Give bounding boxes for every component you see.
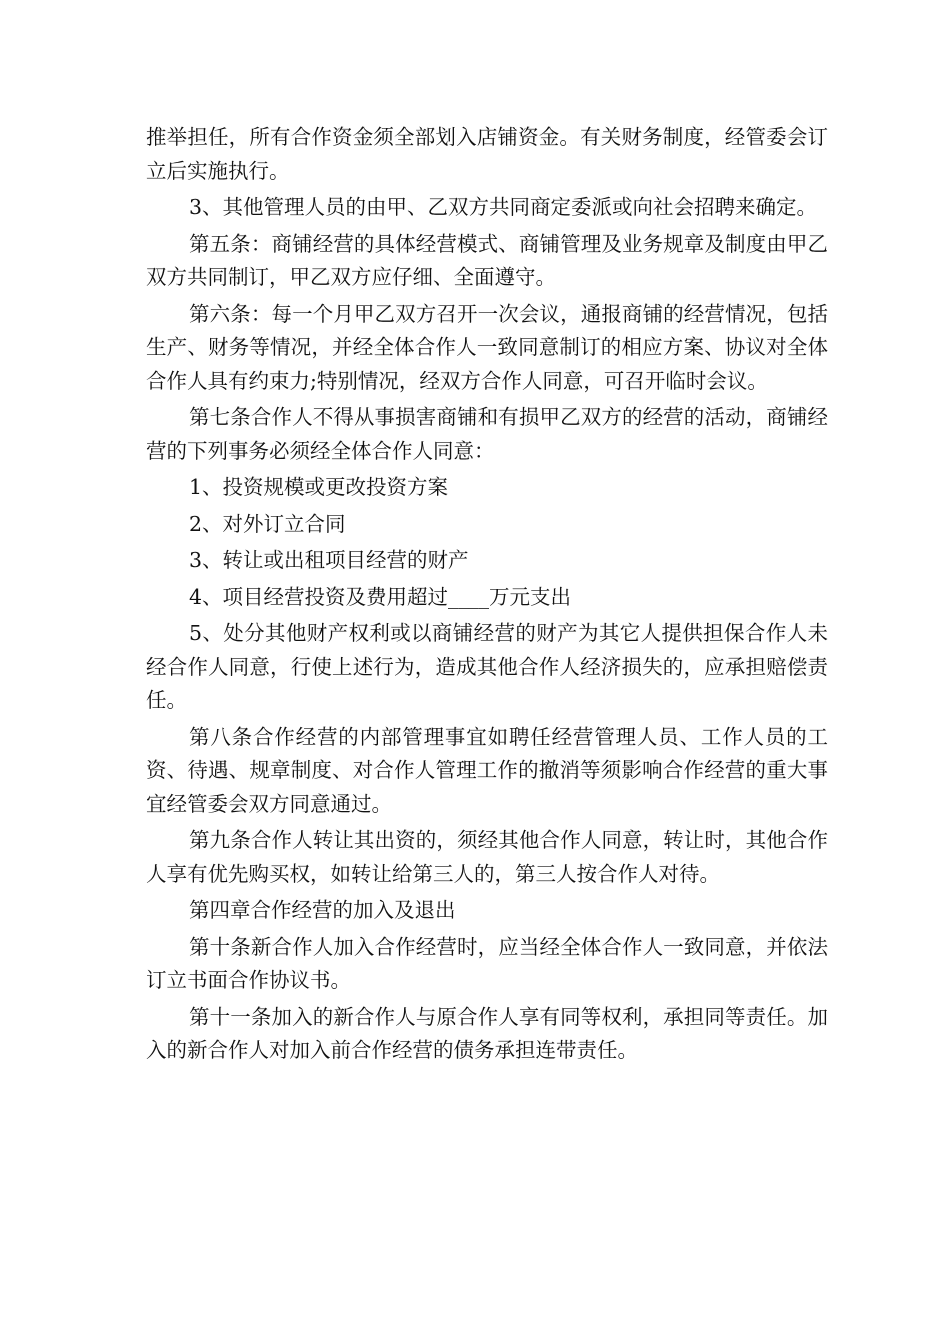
list-item-5: 5、处分其他财产权利或以商铺经营的财产为其它人提供担保合作人未经合作人同意，行使上述行为，造成其他合作人经济损失的，应承担赔偿责任。 — [146, 621, 828, 712]
paragraph-5: 第七条合作人不得从事损害商铺和有损甲乙双方的经营的活动，商铺经营的下列事务必须经全体合作人同意： — [146, 405, 828, 463]
paragraph-9: 第十一条加入的新合作人与原合作人享有同等权利，承担同等责任。加入的新合作人对加入前合作经营的债务承担连带责任。 — [146, 1004, 828, 1062]
list-item-2: 2、对外订立合同 — [189, 511, 346, 536]
list-item-1: 1、投资规模或更改投资方案 — [189, 475, 449, 499]
paragraph-2: 3、其他管理人员的由甲、乙双方共同商定委派或向社会招聘来确定。 — [189, 195, 818, 219]
chapter-heading: 第四章合作经营的加入及退出 — [189, 898, 456, 922]
document-page — [146, 121, 828, 1068]
list-item-3: 3、转让或出租项目经营的财产 — [189, 548, 469, 572]
paragraph-6: 第八条合作经营的内部管理事宜如聘任经营管理人员、工作人员的工资、待遇、规章制度、对合作人管理工作的撤消等须影响合作经营的重大事宜经管委会双方同意通过。 — [146, 724, 828, 816]
paragraph-7: 第九条合作人转让其出资的，须经其他合作人同意，转让时，其他合作人享有优先购买权，如转让给第三人的，第三人按合作人对待。 — [146, 828, 828, 886]
paragraph-1: 推举担任，所有合作资金须全部划入店铺资金。有关财务制度，经管委会订立后实施执行。 — [146, 125, 828, 183]
paragraph-8: 第十条新合作人加入合作经营时，应当经全体合作人一致同意，并依法订立书面合作协议书。 — [146, 934, 828, 992]
list-item-4: 4、项目经营投资及费用超过____万元支出 — [189, 584, 572, 609]
paragraph-3: 第五条：商铺经营的具体经营模式、商铺管理及业务规章及制度由甲乙双方共同制订，甲乙双方应仔细、全面遵守。 — [146, 231, 828, 289]
paragraph-4: 第六条：每一个月甲乙双方召开一次会议，通报商铺的经营情况，包括生产、财务等情况，并经全体合作人一致同意制订的相应方案、协议对全体合作人具有约束力;特别情况，经双方合作人同意，可召开临时会议。 — [146, 301, 828, 393]
